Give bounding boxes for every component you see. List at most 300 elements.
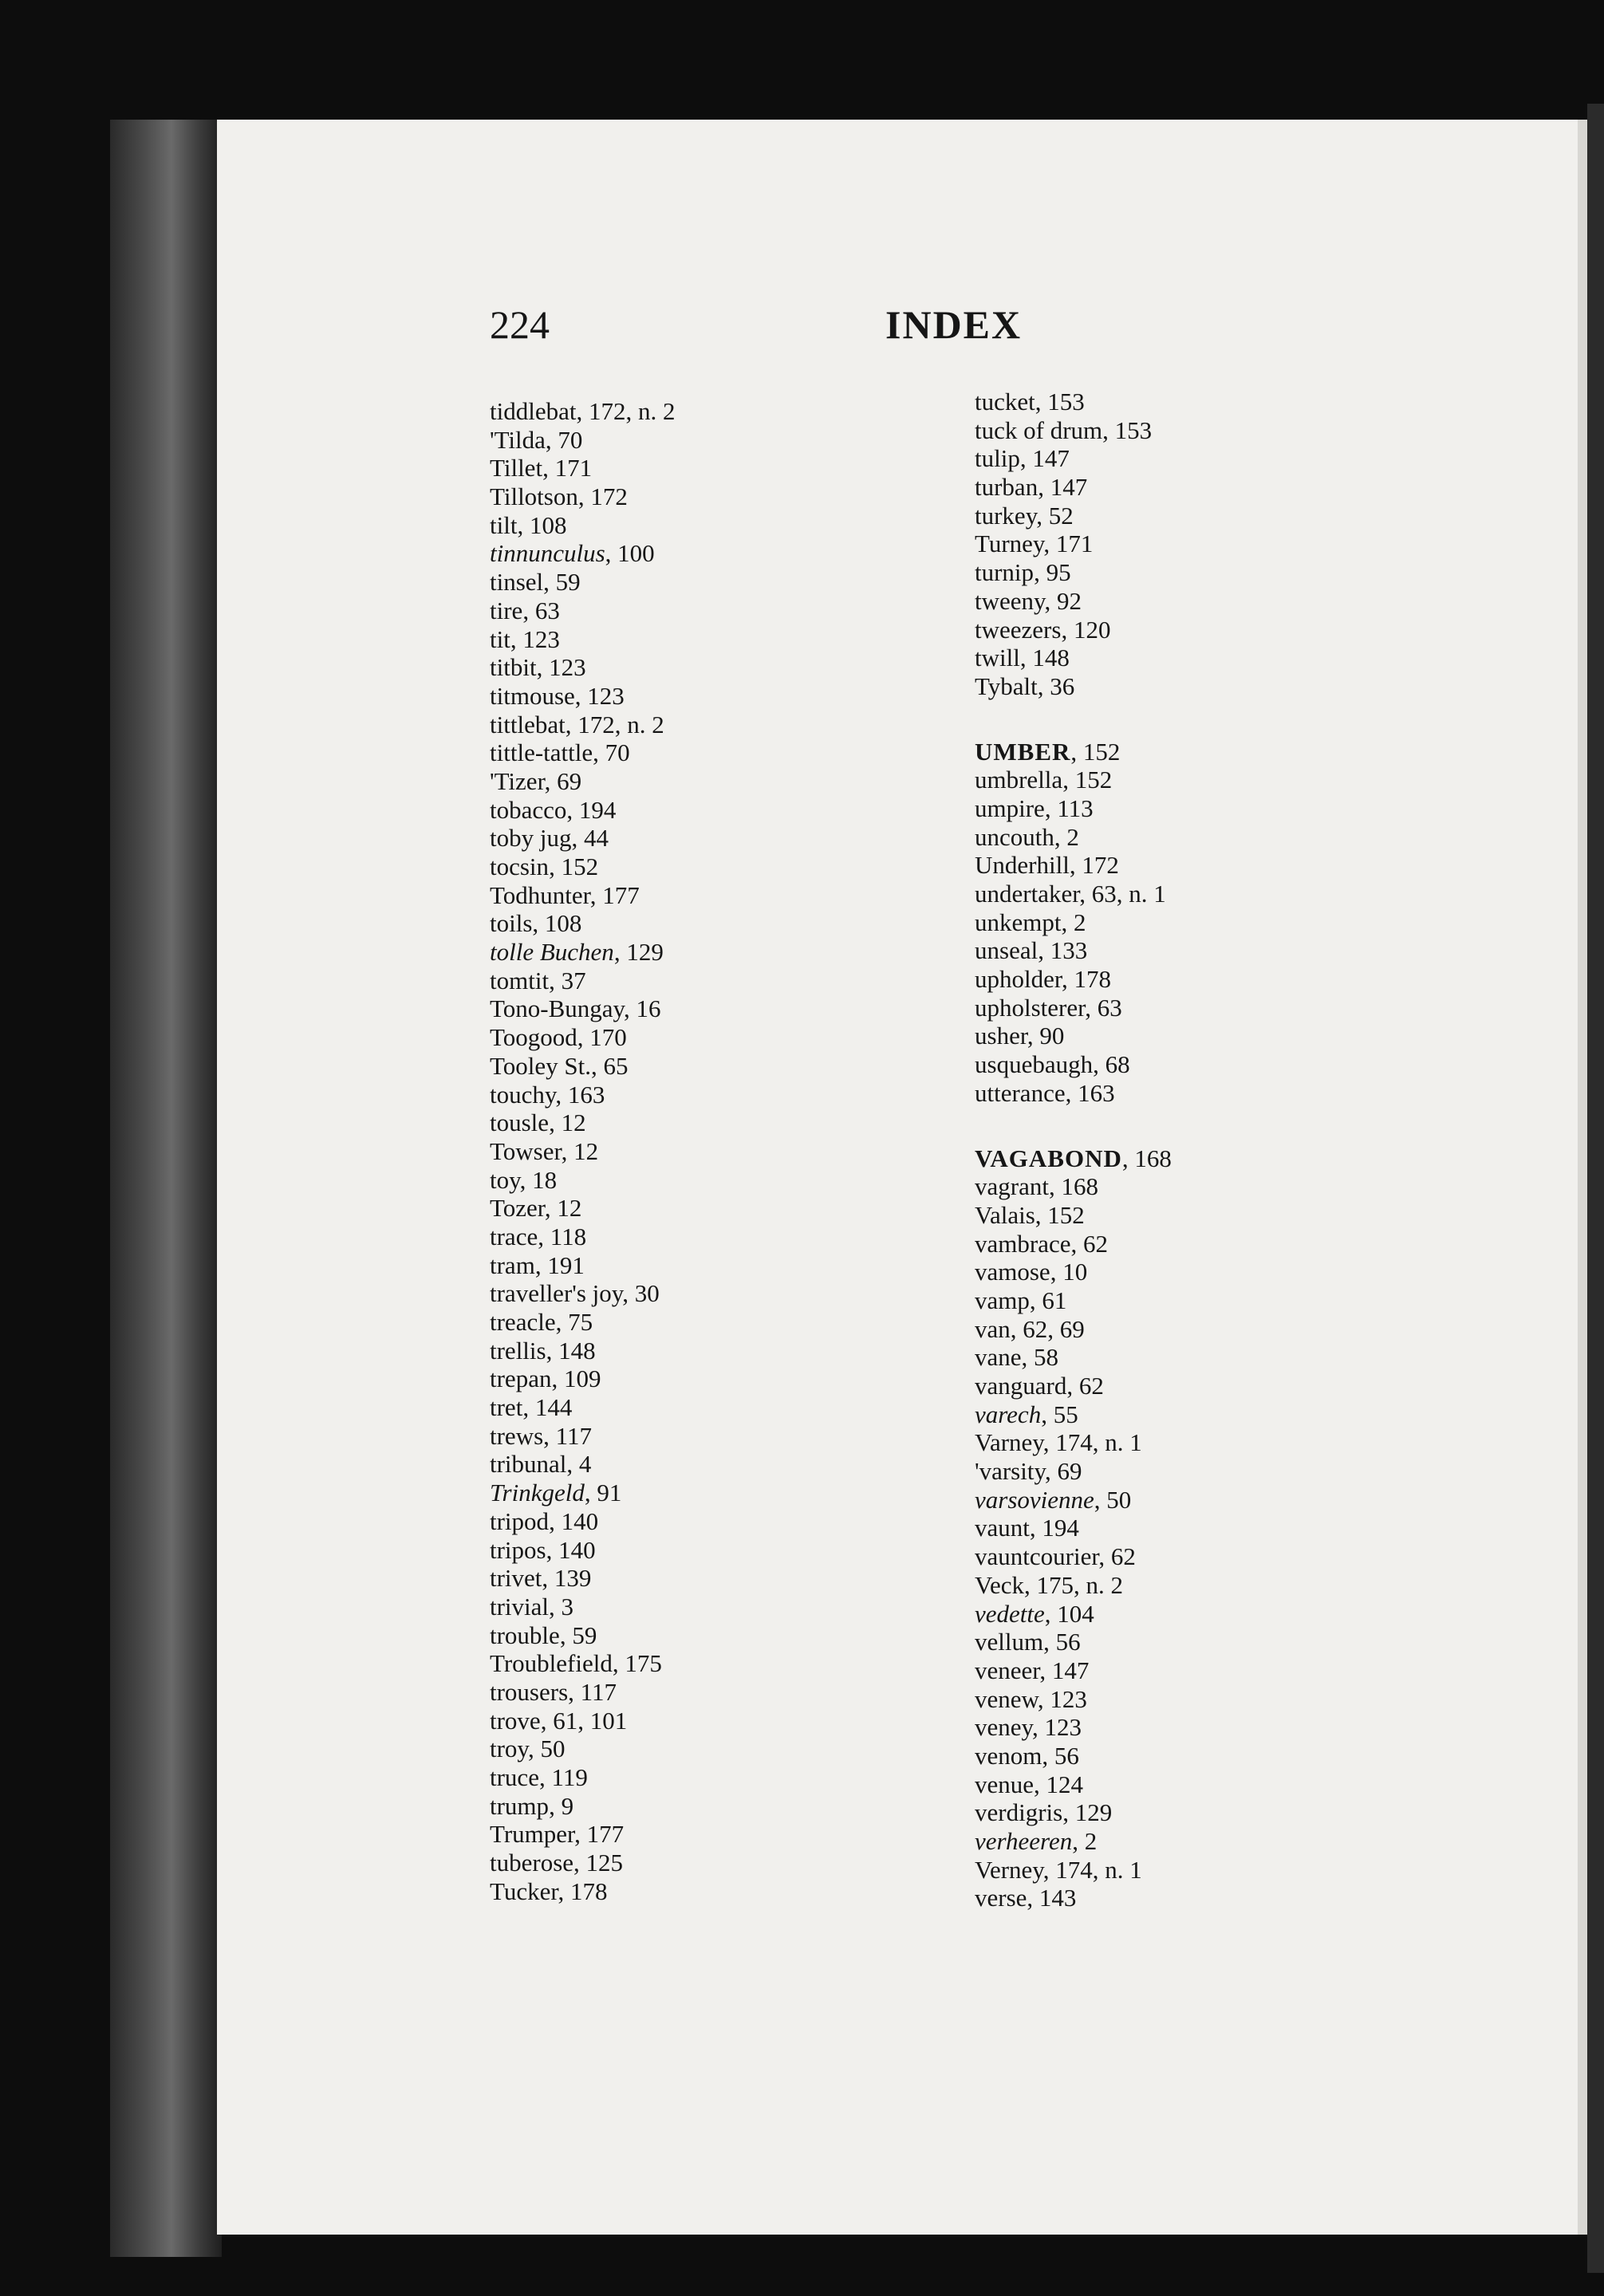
index-term: van bbox=[975, 1314, 1011, 1343]
page-references: 16 bbox=[636, 994, 661, 1023]
page-references: 120 bbox=[1073, 615, 1111, 644]
index-entry bbox=[490, 1052, 675, 1081]
index-entry bbox=[975, 530, 1172, 558]
index-term: trivet bbox=[490, 1564, 542, 1593]
index-term: touchy bbox=[490, 1080, 556, 1109]
page-references: 56 bbox=[1055, 1628, 1081, 1656]
index-term: 'Tilda bbox=[490, 425, 546, 454]
separator: , bbox=[1044, 1457, 1058, 1486]
separator: , bbox=[1085, 993, 1098, 1022]
separator: , bbox=[1043, 1628, 1056, 1656]
page-references: 69 bbox=[1057, 1457, 1082, 1486]
separator: , bbox=[1039, 1656, 1052, 1684]
index-entry bbox=[975, 388, 1172, 416]
separator: , bbox=[1032, 1713, 1045, 1742]
separator: , bbox=[1048, 1172, 1062, 1201]
page-references: 147 bbox=[1050, 473, 1088, 502]
separator: , bbox=[522, 1393, 535, 1422]
page-references: 171 bbox=[554, 454, 593, 482]
page-references: 177 bbox=[602, 880, 640, 909]
index-entry bbox=[490, 1564, 675, 1593]
index-term: vagrant bbox=[975, 1172, 1049, 1201]
separator: , bbox=[1044, 1599, 1058, 1628]
separator: , bbox=[1042, 1855, 1056, 1884]
index-entry bbox=[975, 558, 1172, 587]
section-gap bbox=[975, 1108, 1172, 1144]
separator: , bbox=[612, 1649, 625, 1678]
separator: , bbox=[591, 1051, 604, 1080]
page-references: 152 bbox=[1074, 766, 1113, 794]
index-entry bbox=[490, 568, 675, 597]
index-term: tilt bbox=[490, 510, 518, 539]
page-references: 163 bbox=[567, 1080, 605, 1109]
index-term: usher bbox=[975, 1022, 1027, 1050]
page-references: 175, n. 2 bbox=[1036, 1570, 1123, 1599]
index-entry bbox=[975, 1542, 1172, 1571]
separator: , bbox=[576, 397, 589, 425]
page-references: 12 bbox=[561, 1109, 586, 1137]
page-references: 58 bbox=[1034, 1343, 1059, 1372]
index-entry bbox=[975, 1486, 1172, 1514]
page-references: 123 bbox=[522, 624, 560, 653]
page-references: 147 bbox=[1032, 444, 1070, 473]
separator: , bbox=[1070, 1229, 1083, 1258]
index-entry bbox=[975, 880, 1172, 908]
separator: , bbox=[522, 596, 535, 624]
separator: , bbox=[1042, 1428, 1056, 1457]
index-term: tripos bbox=[490, 1535, 546, 1564]
index-term: tire bbox=[490, 596, 523, 624]
index-entry bbox=[975, 1201, 1172, 1230]
index-term: tret bbox=[490, 1393, 523, 1422]
page-references: 123 bbox=[587, 681, 625, 710]
index-term: twill bbox=[975, 644, 1020, 672]
index-entry bbox=[975, 1428, 1172, 1457]
separator: , bbox=[543, 1421, 556, 1450]
separator: , bbox=[549, 1109, 562, 1137]
index-term: verse bbox=[975, 1884, 1027, 1912]
index-entry bbox=[490, 1593, 675, 1621]
index-term: tit bbox=[490, 624, 510, 653]
index-entry bbox=[490, 1081, 675, 1109]
separator: , bbox=[566, 1450, 579, 1479]
index-term: Towser bbox=[490, 1136, 562, 1165]
separator: , bbox=[545, 425, 558, 454]
index-entry bbox=[490, 1707, 675, 1735]
index-entry bbox=[975, 1372, 1172, 1400]
index-term: vamose bbox=[975, 1258, 1050, 1286]
page-references: 140 bbox=[558, 1535, 596, 1564]
page-references: 194 bbox=[1042, 1514, 1079, 1542]
index-entry bbox=[490, 1308, 675, 1337]
separator: , bbox=[1094, 1485, 1107, 1514]
page-number: 224 bbox=[490, 302, 550, 347]
page-references: 70 bbox=[605, 738, 630, 767]
index-entry bbox=[490, 1337, 675, 1365]
index-term: Tucker bbox=[490, 1877, 558, 1905]
separator: , bbox=[1072, 1827, 1085, 1855]
page-references: 59 bbox=[555, 568, 581, 597]
index-term: toy bbox=[490, 1165, 520, 1194]
index-entry bbox=[975, 1742, 1172, 1770]
separator: , bbox=[565, 710, 578, 738]
index-entry bbox=[975, 1571, 1172, 1600]
index-term: varsovienne bbox=[975, 1485, 1094, 1514]
index-entry bbox=[490, 853, 675, 881]
index-term: trove bbox=[490, 1706, 541, 1735]
index-entry bbox=[490, 1109, 675, 1137]
page-references: 3 bbox=[561, 1592, 574, 1621]
index-entry bbox=[975, 672, 1172, 701]
separator: , bbox=[577, 1023, 590, 1052]
page-references: 2 bbox=[1074, 908, 1086, 936]
index-term: venue bbox=[975, 1770, 1035, 1798]
page-references: 63, n. 1 bbox=[1091, 880, 1166, 908]
index-term: vane bbox=[975, 1343, 1022, 1372]
index-entry bbox=[490, 1023, 675, 1052]
page-references: 194 bbox=[578, 795, 617, 824]
separator: , bbox=[1027, 1884, 1039, 1912]
index-entry bbox=[975, 587, 1172, 616]
index-term: verdigris bbox=[975, 1798, 1063, 1827]
page-references: 12 bbox=[573, 1136, 599, 1165]
page-references: 139 bbox=[554, 1564, 592, 1593]
index-term: Tooley St. bbox=[490, 1051, 591, 1080]
separator: , bbox=[536, 653, 550, 682]
separator: , bbox=[1061, 615, 1074, 644]
index-term: treacle bbox=[490, 1308, 556, 1336]
separator: , bbox=[589, 880, 603, 909]
page-references: 175 bbox=[625, 1649, 662, 1678]
index-entry bbox=[975, 444, 1172, 473]
index-entry bbox=[490, 539, 675, 568]
page-references: 168 bbox=[1061, 1172, 1098, 1201]
index-entry bbox=[490, 1649, 675, 1678]
separator: , bbox=[517, 510, 530, 539]
index-entry bbox=[975, 1600, 1172, 1628]
page-references: 148 bbox=[558, 1336, 596, 1365]
page-references: 18 bbox=[532, 1165, 558, 1194]
index-entry bbox=[490, 511, 675, 540]
index-entry bbox=[975, 1258, 1172, 1286]
index-entry bbox=[975, 851, 1172, 880]
separator: , bbox=[1029, 1286, 1042, 1314]
index-entry bbox=[490, 482, 675, 511]
page-references: 140 bbox=[561, 1506, 599, 1535]
separator: , bbox=[1102, 415, 1115, 444]
index-entry bbox=[975, 502, 1172, 530]
index-term: tweeny bbox=[975, 586, 1045, 615]
index-term: utterance bbox=[975, 1078, 1066, 1107]
page-references: 62 bbox=[1110, 1542, 1136, 1571]
separator: , bbox=[1036, 501, 1049, 530]
separator: , bbox=[613, 938, 627, 967]
page-references: 163 bbox=[1078, 1078, 1115, 1107]
index-term: veney bbox=[975, 1713, 1033, 1742]
index-term: tuberose bbox=[490, 1849, 574, 1877]
index-term: Underhill bbox=[975, 851, 1070, 880]
index-entry bbox=[975, 1172, 1172, 1201]
index-term: verheeren bbox=[975, 1827, 1073, 1855]
index-term: truce bbox=[490, 1763, 539, 1791]
index-entry bbox=[975, 908, 1172, 937]
index-entry bbox=[975, 738, 1172, 766]
index-entry bbox=[490, 1422, 675, 1451]
index-entry bbox=[490, 653, 675, 682]
index-term: trouble bbox=[490, 1621, 560, 1649]
index-term: titbit bbox=[490, 653, 537, 682]
index-entry bbox=[490, 1763, 675, 1792]
page-references: 62, 69 bbox=[1023, 1314, 1085, 1343]
separator: , bbox=[1062, 766, 1075, 794]
page-references: 52 bbox=[1048, 501, 1074, 530]
index-entry bbox=[975, 644, 1172, 672]
page-references: 59 bbox=[572, 1621, 597, 1649]
index-entry bbox=[490, 1820, 675, 1849]
index-term: unkempt bbox=[975, 908, 1062, 936]
index-entry bbox=[490, 1621, 675, 1650]
separator: , bbox=[1010, 1314, 1023, 1343]
separator: , bbox=[577, 482, 591, 511]
index-term: Trumper bbox=[490, 1820, 575, 1849]
separator: , bbox=[540, 1706, 554, 1735]
index-term: UMBER bbox=[975, 737, 1071, 766]
index-entry bbox=[490, 938, 675, 967]
separator: , bbox=[1044, 794, 1058, 822]
separator: , bbox=[1098, 1542, 1111, 1571]
index-entry bbox=[490, 1479, 675, 1507]
index-term: tomtit bbox=[490, 966, 550, 994]
index-term: tram bbox=[490, 1250, 535, 1279]
page-gutter-strip bbox=[1578, 120, 1587, 2235]
separator: , bbox=[574, 1820, 587, 1849]
index-term: titmouse bbox=[490, 681, 575, 710]
index-term: Toogood bbox=[490, 1023, 577, 1052]
index-term: vauntcourier bbox=[975, 1542, 1099, 1571]
page-references: 118 bbox=[550, 1222, 587, 1250]
separator: , bbox=[566, 795, 579, 824]
section-gap bbox=[975, 701, 1172, 738]
separator: , bbox=[555, 1308, 569, 1336]
index-entry bbox=[975, 1343, 1172, 1372]
separator: , bbox=[1061, 965, 1074, 994]
index-term: Trinkgeld bbox=[490, 1479, 585, 1507]
index-term: tribunal bbox=[490, 1450, 567, 1479]
separator: , bbox=[1038, 473, 1050, 502]
index-entry bbox=[975, 1144, 1172, 1173]
separator: , bbox=[538, 1763, 552, 1791]
index-term: uncouth bbox=[975, 822, 1054, 851]
separator: , bbox=[1093, 1050, 1105, 1079]
index-entry bbox=[975, 473, 1172, 502]
index-term: trace bbox=[490, 1222, 538, 1250]
separator: , bbox=[1029, 1514, 1042, 1542]
index-entry bbox=[490, 1450, 675, 1479]
running-header bbox=[0, 301, 1604, 365]
page-references: 65 bbox=[603, 1051, 629, 1080]
separator: , bbox=[527, 1735, 541, 1763]
page-references: 152 bbox=[1047, 1200, 1085, 1229]
page-references: 37 bbox=[561, 966, 586, 994]
page-references: 153 bbox=[1047, 388, 1085, 415]
page-references: 117 bbox=[580, 1677, 617, 1706]
index-entry bbox=[975, 1315, 1172, 1344]
page-references: 30 bbox=[634, 1279, 660, 1308]
page-references: 36 bbox=[1050, 671, 1075, 700]
page-references: 144 bbox=[534, 1393, 573, 1422]
separator: , bbox=[573, 1849, 586, 1877]
page-references: 69 bbox=[557, 766, 582, 795]
page-references: 117 bbox=[555, 1421, 593, 1450]
page-references: 191 bbox=[547, 1250, 585, 1279]
index-entry bbox=[490, 1279, 675, 1308]
index-term: traveller's joy bbox=[490, 1279, 623, 1308]
index-term: Todhunter bbox=[490, 880, 590, 909]
index-term: 'Tizer bbox=[490, 766, 545, 795]
index-term: trellis bbox=[490, 1336, 546, 1365]
index-term: turkey bbox=[975, 501, 1037, 530]
index-entry bbox=[490, 738, 675, 767]
index-term: vanguard bbox=[975, 1372, 1067, 1400]
index-entry bbox=[975, 1685, 1172, 1714]
index-term: usquebaugh bbox=[975, 1050, 1094, 1079]
page-references: 174, n. 1 bbox=[1055, 1855, 1142, 1884]
index-entry bbox=[975, 936, 1172, 965]
page-references: 147 bbox=[1051, 1656, 1090, 1684]
separator: , bbox=[624, 994, 636, 1023]
separator: , bbox=[1034, 1770, 1046, 1798]
page-references: 56 bbox=[1054, 1741, 1079, 1770]
page-references: 129 bbox=[626, 938, 664, 967]
index-term: tiddlebat bbox=[490, 397, 577, 425]
page-references: 123 bbox=[1050, 1684, 1087, 1713]
separator: , bbox=[532, 909, 545, 938]
index-entry bbox=[490, 1365, 675, 1393]
page-references: 178 bbox=[569, 1877, 608, 1905]
index-term: troy bbox=[490, 1735, 528, 1763]
index-term: Verney bbox=[975, 1855, 1043, 1884]
page-references: 61 bbox=[1042, 1286, 1067, 1314]
page-references: 12 bbox=[557, 1194, 582, 1223]
separator: , bbox=[549, 853, 562, 880]
page-references: 152 bbox=[1082, 737, 1121, 766]
index-entry bbox=[490, 625, 675, 654]
index-term: toils bbox=[490, 909, 533, 938]
separator: , bbox=[1035, 1200, 1048, 1229]
page-references: 91 bbox=[597, 1479, 622, 1507]
index-entry bbox=[490, 1166, 675, 1195]
page-references: 2 bbox=[1066, 822, 1079, 851]
separator: , bbox=[584, 1479, 597, 1507]
index-entry bbox=[975, 1827, 1172, 1856]
separator: , bbox=[1037, 671, 1050, 700]
separator: , bbox=[1023, 1570, 1037, 1599]
index-term: tweezers bbox=[975, 615, 1062, 644]
separator: , bbox=[546, 1336, 559, 1365]
index-term: Valais bbox=[975, 1200, 1035, 1229]
separator: , bbox=[1038, 936, 1050, 965]
index-entry bbox=[490, 1137, 675, 1166]
page-references: 63 bbox=[1097, 993, 1122, 1022]
index-term: tittle-tattle bbox=[490, 738, 593, 767]
index-entry bbox=[975, 416, 1172, 445]
index-entry bbox=[975, 1050, 1172, 1079]
page-references: 108 bbox=[544, 909, 582, 938]
separator: , bbox=[574, 681, 588, 710]
separator: , bbox=[1019, 644, 1033, 672]
page-references: 152 bbox=[561, 853, 599, 880]
separator: , bbox=[1054, 822, 1067, 851]
index-entry bbox=[975, 1628, 1172, 1656]
index-entry bbox=[490, 1877, 675, 1906]
separator: , bbox=[555, 1080, 568, 1109]
separator: , bbox=[622, 1279, 635, 1308]
index-term: trews bbox=[490, 1421, 544, 1450]
index-entry bbox=[975, 823, 1172, 852]
separator: , bbox=[510, 624, 523, 653]
index-term: Varney bbox=[975, 1428, 1043, 1457]
index-entry bbox=[490, 1735, 675, 1763]
separator: , bbox=[542, 454, 555, 482]
page-references: 123 bbox=[1044, 1713, 1082, 1742]
page-sheet bbox=[217, 120, 1587, 2235]
index-entry bbox=[975, 1230, 1172, 1258]
index-term: tobacco bbox=[490, 795, 567, 824]
page-references: 90 bbox=[1039, 1022, 1065, 1050]
index-entry bbox=[975, 1770, 1172, 1799]
index-term: venew bbox=[975, 1684, 1038, 1713]
index-entry bbox=[490, 994, 675, 1023]
separator: , bbox=[593, 738, 605, 767]
index-entry bbox=[490, 1223, 675, 1251]
index-entry bbox=[490, 1536, 675, 1565]
separator: , bbox=[1066, 1372, 1079, 1400]
index-term: tinnunculus bbox=[490, 539, 605, 568]
page-title: INDEX bbox=[885, 302, 1023, 347]
book-edge-right bbox=[1587, 104, 1604, 2273]
index-entry bbox=[490, 1194, 675, 1223]
separator: , bbox=[543, 568, 556, 597]
page-references: 124 bbox=[1046, 1770, 1084, 1798]
index-term: tousle bbox=[490, 1109, 550, 1137]
separator: , bbox=[1070, 737, 1083, 766]
separator: , bbox=[605, 539, 618, 568]
index-entry bbox=[975, 965, 1172, 994]
separator: , bbox=[1061, 908, 1074, 936]
separator: , bbox=[534, 1250, 548, 1279]
page-references: 44 bbox=[583, 824, 609, 853]
index-term: tripod bbox=[490, 1506, 550, 1535]
page-references: 172, n. 2 bbox=[588, 397, 676, 425]
index-term: trousers bbox=[490, 1677, 569, 1706]
page-references: 95 bbox=[1046, 558, 1071, 587]
index-entry bbox=[975, 794, 1172, 823]
page-references: 153 bbox=[1114, 415, 1153, 444]
separator: , bbox=[551, 1365, 564, 1393]
separator: , bbox=[1079, 880, 1092, 908]
separator: , bbox=[549, 966, 562, 994]
index-entry bbox=[490, 597, 675, 625]
index-term: Turney bbox=[975, 530, 1044, 558]
page-references: 92 bbox=[1057, 586, 1082, 615]
index-entry bbox=[975, 1856, 1172, 1884]
index-entry bbox=[975, 1400, 1172, 1429]
separator: , bbox=[1043, 530, 1056, 558]
index-entry bbox=[490, 426, 675, 455]
index-entry bbox=[490, 881, 675, 910]
index-entry bbox=[490, 397, 675, 426]
separator: , bbox=[1019, 444, 1033, 473]
